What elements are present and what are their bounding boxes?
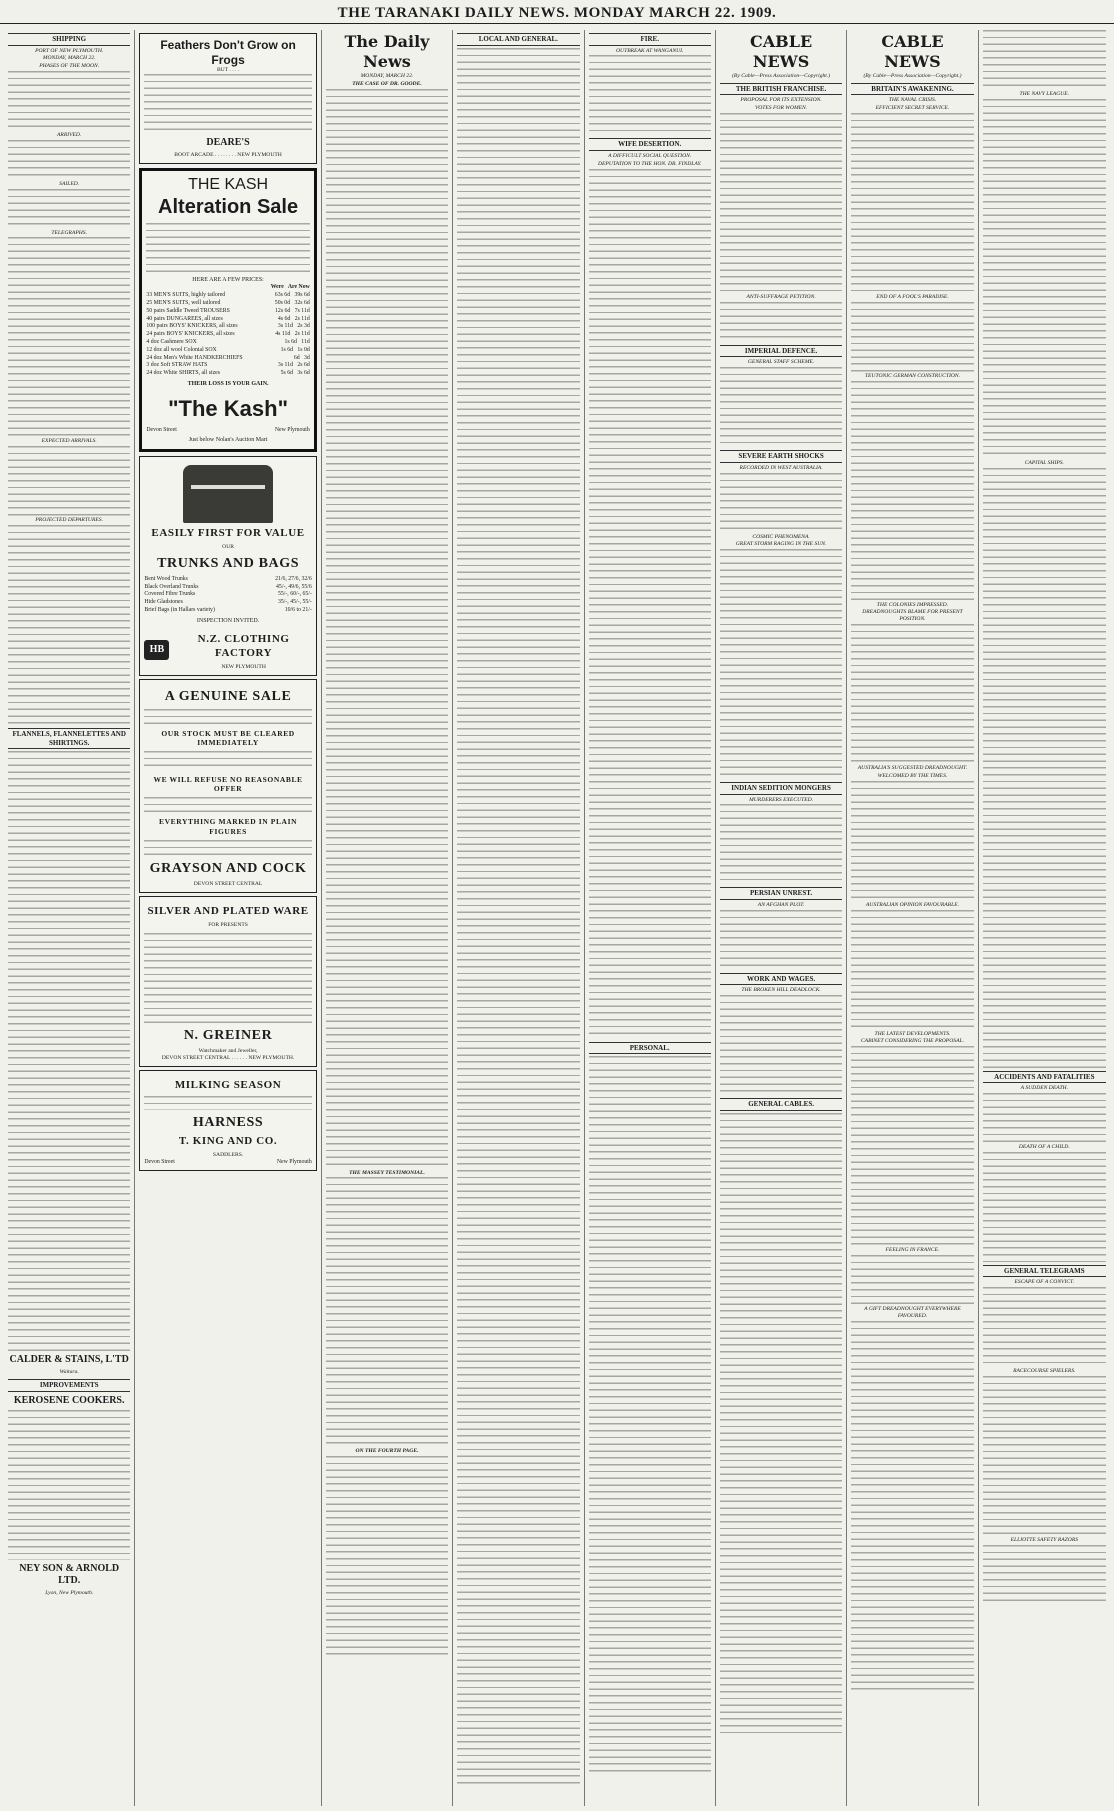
kash-address-left: Devon Street	[146, 427, 177, 434]
text-block	[8, 751, 130, 1351]
price-item-name: 25 MEN'S SUITS, well tailored	[146, 299, 221, 306]
price-item-were: 4s 11d	[275, 331, 291, 338]
grayson-name: GRAYSON AND COCK	[149, 860, 307, 876]
price-item-now: 3d	[303, 354, 310, 361]
are-now-head: Are Now	[287, 284, 310, 291]
work-heading: WORK AND WAGES.	[720, 973, 842, 986]
trunks-title: TRUNKS AND BAGS	[157, 555, 300, 571]
price-item-were: 12s 6d	[275, 307, 291, 314]
feathers-title: Feathers Don't Grow on Frogs	[160, 38, 296, 67]
price-item-name: 100 pairs BOYS' KNICKERS, all sizes	[146, 323, 238, 330]
text-block	[720, 113, 842, 293]
silver-title: SILVER AND PLATED WARE	[147, 904, 309, 917]
price-item-now: 1s 0d	[297, 346, 310, 353]
storm-heading: GREAT STORM RAGING IN THE SUN.	[735, 541, 827, 548]
fourth-page: ON THE FOURTH PAGE.	[355, 1448, 419, 1455]
text-block	[144, 840, 311, 856]
staff-heading: GENERAL STAFF SCHEME.	[747, 359, 815, 366]
loss-line: THEIR LOSS IS YOUR GAIN.	[187, 381, 269, 388]
price-item	[146, 316, 309, 324]
opinion-heading: AUSTRALIAN OPINION FAVOURABLE.	[865, 901, 960, 908]
local-heading: LOCAL AND GENERAL.	[457, 33, 579, 46]
arrived-label: ARRIVED.	[56, 131, 82, 138]
kerosene-heading: KEROSENE COOKERS.	[13, 1394, 125, 1406]
kash-just-below: Just below Nolan's Auction Mart	[188, 437, 268, 444]
text-block	[144, 1096, 311, 1110]
text-block	[720, 995, 842, 1095]
text-block	[720, 910, 842, 970]
price-item-name: 24 pairs BOYS' KNICKERS, all sizes	[146, 331, 235, 338]
price-item	[146, 308, 309, 316]
text-block	[326, 1177, 448, 1447]
child-heading: DEATH OF A CHILD.	[1018, 1143, 1070, 1150]
text-block	[983, 1287, 1106, 1367]
column-editorial	[322, 30, 453, 1806]
newspaper-page	[4, 30, 1110, 1806]
cabinet-heading: CABINET CONSIDERING THE PROPOSAL.	[860, 1038, 964, 1045]
trunk-icon	[183, 465, 273, 523]
australia-heading: AUSTRALIA'S SUGGESTED DREADNOUGHT.	[857, 765, 968, 772]
nz-clothing-place: NEW PLYMOUTH	[221, 664, 266, 671]
price-item-now: 2s 11d	[294, 315, 310, 322]
feeling-heading: FEELING IN FRANCE.	[885, 1247, 940, 1254]
text-block	[851, 113, 973, 293]
broken-heading: THE BROKEN HILL DEADLOCK.	[741, 987, 821, 994]
price-item-now: 2s 3d	[297, 323, 310, 330]
price-item-now: 2s 11d	[294, 331, 310, 338]
price-item	[146, 331, 309, 339]
stock-cleared: OUR STOCK MUST BE CLEARED IMMEDIATELY	[161, 728, 295, 748]
price-item-were: 3s 11d	[277, 362, 294, 369]
cable-title-2: CABLE NEWS	[881, 32, 944, 71]
text-block	[8, 237, 130, 437]
price-item-name: 50 pairs Saddle Tweed TROUSERS	[146, 307, 230, 314]
column-fire	[585, 30, 716, 1806]
price-item-name: 33 MEN'S SUITS, highly tailored	[146, 292, 226, 299]
cable-credit-1: (By Cable—Press Association—Copyright.)	[732, 73, 831, 80]
text-block	[146, 223, 309, 273]
end-heading: END OF A FOOL'S PARADISE.	[876, 294, 949, 300]
deputation-heading: DEPUTATION TO THE HON. DR. FINDLAY.	[597, 160, 702, 167]
executed-heading: MURDERERS EXECUTED.	[749, 796, 814, 803]
text-block	[851, 1321, 973, 1691]
easily-first: EASILY FIRST FOR VALUE	[151, 526, 305, 539]
cosmic-heading: COSMIC PHENOMENA.	[752, 533, 810, 540]
teutonic-heading: TEUTONIC GERMAN CONSTRUCTION.	[864, 372, 961, 379]
quake-sub: RECORDED IN WEST AUSTRALIA.	[739, 464, 823, 471]
projected-label: PROJECTED DEPARTURES.	[35, 517, 103, 524]
text-block	[144, 709, 311, 725]
price-item	[146, 339, 309, 347]
improvements-heading: IMPROVEMENTS	[8, 1379, 130, 1392]
price-item-were: 5s 6d	[280, 370, 294, 377]
text-block	[144, 797, 311, 813]
bag-item-price: 10/6 to 21/-	[284, 607, 312, 614]
telegraphs-label: TELEGRAPHS.	[51, 229, 87, 236]
ney-place: Lyon, New Plymouth.	[45, 1590, 94, 1597]
text-block	[983, 1093, 1106, 1143]
text-block	[326, 89, 448, 1169]
harness-ad	[139, 1070, 316, 1172]
latest-heading: THE LATEST DEVELOPMENTS.	[874, 1030, 951, 1037]
kash-address-right: New Plymouth	[274, 427, 310, 434]
text-block	[589, 169, 711, 1039]
text-block	[851, 910, 973, 1030]
bag-item	[144, 607, 311, 615]
text-block	[144, 933, 311, 1023]
price-item	[146, 323, 309, 331]
prices-col-heads	[146, 284, 309, 292]
bag-item	[144, 584, 311, 592]
editorial-date: MONDAY, MARCH 22.	[360, 73, 414, 80]
price-item-name: 24 doz Men's White HANDKERCHIEFS	[146, 354, 243, 361]
greiner-name: N. GREINER	[183, 1027, 273, 1043]
price-item-now: 11d	[301, 338, 310, 345]
price-item-were: 1s 6d	[284, 338, 297, 345]
cable-title-1: CABLE NEWS	[750, 32, 813, 71]
masthead: THE TARANAKI DAILY NEWS. MONDAY MARCH 22. 1909.	[0, 4, 1114, 24]
bag-item-name: Covered Fibre Trunks	[144, 591, 196, 598]
price-item-now: 32s 6d	[294, 299, 310, 306]
price-item-name: 40 pairs DUNGAREES, all sizes	[146, 315, 223, 322]
cable-credit-2: (By Cable—Press Association—Copyright.)	[863, 73, 962, 80]
capital-heading: CAPITAL SHIPS.	[1024, 459, 1064, 466]
column-ads	[135, 30, 321, 1806]
personal-heading: PERSONAL.	[589, 1042, 711, 1055]
deares-ad	[139, 33, 316, 164]
text-block	[851, 624, 973, 764]
ney-brand: NEY SON & ARNOLD LTD.	[19, 1562, 120, 1586]
tking-right: New Plymouth	[276, 1159, 312, 1166]
greiner-sub: Watchmaker and Jeweller,	[198, 1047, 258, 1054]
price-item	[146, 300, 309, 308]
trunks-ad	[139, 456, 316, 676]
port-label: PORT OF NEW PLYMOUTH.	[35, 47, 104, 54]
price-item	[146, 362, 309, 370]
fire-heading: FIRE.	[589, 33, 711, 46]
bag-item-name: Brief Bags (in Hallars variety)	[144, 607, 215, 614]
sedition-heading: INDIAN SEDITION MONGERS	[720, 782, 842, 795]
gift-heading: A GIFT DREADNOUGHT EVERYWHERE FAVOURED.	[864, 1305, 961, 1319]
impressed-heading: THE COLONIES IMPRESSED.	[876, 601, 949, 608]
price-list	[146, 292, 309, 378]
wife-heading: WIFE DESERTION.	[589, 138, 711, 151]
bag-item	[144, 599, 311, 607]
text-block	[851, 1046, 973, 1246]
bag-item	[144, 591, 311, 599]
persian-heading: PERSIAN UNREST.	[720, 887, 842, 900]
text-block	[720, 302, 842, 342]
editorial-title: The Daily News	[344, 32, 430, 71]
price-item-name: 4 doz Cashmere SOX	[146, 338, 197, 345]
phases-label: PHASES OF THE MOON.	[39, 63, 100, 70]
bag-item-price: 35/-, 45/-, 55/-	[277, 599, 312, 606]
text-block	[589, 55, 711, 135]
text-block	[983, 99, 1106, 459]
text-block	[8, 71, 130, 131]
price-item-were: 1s 6d	[280, 346, 294, 353]
milking-title: MILKING SEASON	[174, 1078, 282, 1091]
bag-item-name: Hide Gladstones	[144, 599, 183, 606]
deares-sub: BOOT ARCADE . . . . . . . . NEW PLYMOUTH	[174, 152, 282, 159]
text-block	[983, 1545, 1106, 1605]
hb-logo-icon: HB	[144, 640, 169, 660]
massey-heading: THE MASSEY TESTIMONIAL.	[349, 1169, 425, 1176]
expected-label: EXPECTED ARRIVALS.	[41, 438, 97, 445]
price-item	[146, 347, 309, 355]
were-head: Were	[270, 284, 284, 291]
social-heading: A DIFFICULT SOCIAL QUESTION.	[608, 152, 692, 159]
bag-item-price: 45/-, 49/6, 55/6	[276, 583, 312, 590]
text-block	[851, 381, 973, 601]
bag-item-name: Black Overland Trunks	[144, 583, 199, 590]
price-item-were: 3s 11d	[277, 323, 294, 330]
shipping-heading: SHIPPING	[8, 33, 130, 46]
tking-address	[144, 1159, 311, 1166]
calder-brand: CALDER & STAINS, L'TD	[9, 1354, 129, 1366]
text-block	[457, 48, 579, 1788]
text-block	[983, 1152, 1106, 1262]
column-cable-1	[716, 30, 847, 1806]
price-item	[146, 370, 309, 378]
text-block	[144, 751, 311, 771]
price-item-were: 50s 0d	[274, 299, 291, 306]
text-block	[8, 189, 130, 229]
awakening-heading: BRITAIN'S AWAKENING.	[851, 83, 973, 96]
text-block	[144, 74, 311, 134]
kash-title: THE KASH	[188, 176, 269, 194]
general-cables-heading: GENERAL CABLES.	[720, 1098, 842, 1111]
column-cable-2	[847, 30, 978, 1806]
feathers-but: BUT . . . .	[216, 67, 240, 74]
nz-clothing-row	[144, 629, 311, 671]
franchise-heading: THE BRITISH FRANCHISE.	[720, 83, 842, 96]
prices-head: HERE ARE A FEW PRICES:	[192, 276, 264, 283]
outbreak-heading: OUTBREAK AT WANGANUI.	[616, 47, 684, 54]
racecourse-heading: RACECOURSE SPIELERS.	[1013, 1368, 1076, 1375]
deares-brand: DEARE'S	[206, 137, 250, 149]
text-block	[983, 30, 1106, 90]
alteration-title: Alteration Sale	[158, 195, 299, 218]
text-block	[983, 468, 1106, 1068]
afghan-heading: AN AFGHAN PLOT.	[757, 902, 805, 908]
imperial-heading: IMPERIAL DEFENCE.	[720, 345, 842, 358]
grayson-sub: DEVON STREET CENTRAL	[193, 880, 263, 887]
tking-name: T. KING AND CO.	[178, 1135, 278, 1148]
price-item-name: 3 doz Soft STRAW HATS	[146, 362, 208, 369]
price-item-now: 39s 6d	[294, 292, 310, 299]
calder-place: Waitara.	[59, 1369, 79, 1376]
price-item-were: 63s 6d	[274, 292, 291, 299]
our-label: OUR	[222, 543, 234, 550]
welcomed-heading: WELCOMED BY THE TIMES.	[877, 772, 948, 779]
price-item-now: 3s 6d	[297, 370, 310, 377]
text-block	[8, 446, 130, 516]
text-block	[720, 1113, 842, 1733]
tking-left: Devon Street	[144, 1159, 175, 1166]
dreadnoughts-heading: DREADNOUGHTS BLAME FOR PRESENT POSITION.	[862, 609, 963, 623]
text-block	[8, 525, 130, 725]
price-item-now: 7s 11d	[294, 307, 310, 314]
price-item-name: 24 doz White SHIRTS, all sizes	[146, 370, 220, 377]
proposal-heading: PROPOSAL FOR ITS EXTENSION.	[740, 97, 822, 104]
genuine-sale: A GENUINE SALE	[164, 688, 292, 704]
text-block	[326, 1456, 448, 1656]
elliotte-heading: ELLIOTTE SAFETY RAZORS	[1010, 1536, 1079, 1543]
price-item-now: 2s 6d	[297, 362, 310, 369]
column-telegrams	[979, 30, 1110, 1806]
column-local	[453, 30, 584, 1806]
text-block	[720, 367, 842, 447]
column-shipping	[4, 30, 135, 1806]
votes-heading: VOTES FOR WOMEN.	[754, 105, 808, 112]
bag-item	[144, 576, 311, 584]
price-item-name: 12 doz all wool Colonial SOX	[146, 346, 217, 353]
bag-price-list	[144, 576, 311, 615]
scare-heading: THE NAVAL CRISIS.	[888, 97, 937, 104]
saddlers: SADDLERS.	[212, 1152, 244, 1159]
presents-label: FOR PRESENTS	[208, 922, 248, 929]
shipping-date: MONDAY, MARCH 22.	[42, 55, 96, 62]
nz-clothing-name: N.Z. CLOTHING FACTORY	[197, 633, 290, 659]
refuse-offer: WE WILL REFUSE NO REASONABLE OFFER	[153, 775, 303, 794]
text-block	[589, 1056, 711, 1776]
escape-heading: ESCAPE OF A CONVICT.	[1014, 1279, 1075, 1286]
efficient-heading: EFFICIENT SECRET SERVICE.	[875, 105, 950, 112]
anti-heading: ANTI-SUFFRAGE PETITION.	[746, 294, 816, 300]
bag-item-price: 55/-, 60/-, 65/-	[277, 591, 312, 598]
price-item-were: 4s 6d	[277, 315, 291, 322]
flannels-heading: FLANNELS, FLANNELETTES AND SHIRTINGS.	[8, 728, 130, 749]
text-block	[720, 549, 842, 779]
text-block	[851, 302, 973, 372]
navy-heading: THE NAVY LEAGUE.	[1019, 91, 1070, 97]
sudden-heading: A SUDDEN DEATH.	[1020, 1085, 1069, 1092]
greiner-addr: DEVON STREET CENTRAL . . . . . . NEW PLYMOUTH.	[161, 1054, 295, 1061]
kash-ad	[139, 168, 316, 451]
price-item	[146, 292, 309, 300]
text-block	[8, 140, 130, 180]
harness-title: HARNESS	[192, 1114, 264, 1130]
price-item-were: 6d	[293, 354, 300, 361]
text-block	[8, 1410, 130, 1560]
grayson-ad	[139, 679, 316, 893]
text-block	[851, 781, 973, 901]
general-telegrams-heading: GENERAL TELEGRAMS	[983, 1265, 1106, 1278]
greiner-ad	[139, 896, 316, 1067]
quake-heading: SEVERE EARTH SHOCKS	[720, 450, 842, 463]
inspection-label: INSPECTION INVITED.	[196, 617, 260, 624]
case-goode: THE CASE OF DR. GOODE.	[352, 80, 422, 87]
accidents-heading: ACCIDENTS AND FATALITIES	[983, 1071, 1106, 1084]
sailed-label: SAILED.	[59, 180, 80, 187]
plain-figures: EVERYTHING MARKED IN PLAIN FIGURES	[159, 817, 298, 836]
kash-address	[146, 427, 309, 434]
bag-item-name: Bent Wood Trunks	[144, 575, 188, 582]
text-block	[983, 1376, 1106, 1536]
the-kash: "The Kash"	[168, 396, 289, 422]
text-block	[720, 804, 842, 884]
text-block	[720, 473, 842, 533]
text-block	[851, 1255, 973, 1305]
bag-item-price: 21/6, 27/6, 32/6	[275, 575, 312, 582]
